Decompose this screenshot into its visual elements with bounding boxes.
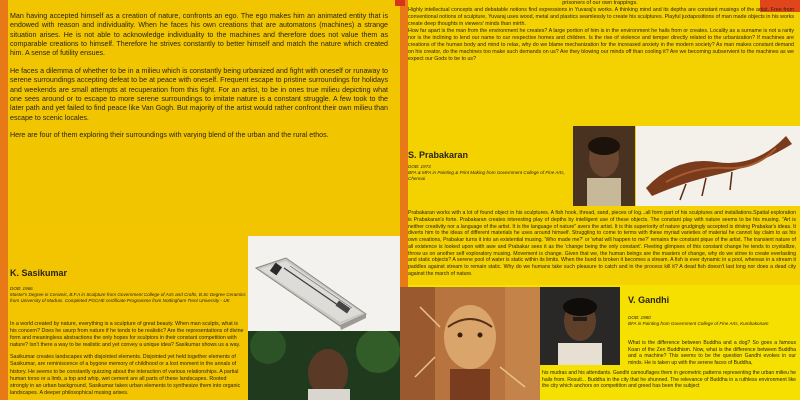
- body-paragraph: How far apart is the man from the environment he creates? A large portion of him is in the environment he hails from or creates. Locality as a surname is not a rarity nor is the inclining to lend our name to our respective homes and children. Is the rise of violence and temper directly related to the urbanization? If machines are creations of the human body and mind to relax, why do we blame mechanization for the increased anxiety in the modern society? As man makes constant demand on his creator, do the machines too make such demands on us? Are they blowing our minds off than cooling it? Are we becoming subservient to the machines as we expect our Gods to be to us?: [408, 27, 794, 62]
- top-caption: prisoners of our own trappings.: [562, 0, 638, 6]
- yuvaraj-text: [408, 7, 794, 63]
- artist-dob: DOB: 1973: [408, 164, 431, 169]
- intro-paragraph: He faces a dilemma of whether to be in a milieu which is constantly being urbanized and fight with oneself or runaway to serene surroundings accepting defeat to be at peace with oneself. Frequent escape to pristine surroundings for holidays and weekends are small attempts at recuperation from this fight. For an artist, to be in ones true milieu depicting what one sees around or to escape to more serene surroundings to imitate nature is a constant struggle. A few took to the later path and yet failed to find peace like Van Gogh. But majority of the artist would rather confront their own milieu than escape to scenic locales.: [10, 66, 388, 122]
- intro-paragraph: Here are four of them exploring their surroundings with varying blend of the urban and the rural ethos.: [10, 130, 329, 139]
- body-paragraph: Highly intellectual concepts and debatable notions find expressions in Yuvaraj's works. A thinking mind and its depths are constant musings of the artist. Free from conventional notions of sculpture, Yuvaraj uses wood, metal and plastics seamlessly to create his sculptures. Playful juxtapositions of man made objects in his works create deep thoughts in viewers' minds than mirth.: [408, 7, 794, 27]
- intro-text: [10, 12, 388, 148]
- sasikumar-portrait-photo: [248, 331, 400, 400]
- artist-name-prabakaran: S. Prabakaran: [408, 150, 469, 160]
- sasikumar-sculpture-image: [248, 236, 400, 331]
- artist-name-gandhi: V. Gandhi: [628, 295, 670, 305]
- prabakaran-portrait-photo: [573, 126, 635, 206]
- artist-education: BFA & MFA in Painting & Print Making from Government College of Fine Arts, Chennai: [408, 170, 565, 182]
- left-orange-strip-bottom: [0, 232, 8, 400]
- gandhi-portrait-photo: [540, 287, 620, 365]
- artist-education: BFA in Painting from Government College of Fine Arts, Kumbakonam: [628, 321, 769, 327]
- body-paragraph: In a world created by nature, everything is a sculpture of great beauty. When man sculpts, what is his concern? Does he usurp from nature if he tends to be realistic? Are the representations of divine form and meaningless abstractions the only hopes for sculptors in their constant competition with nature? Isn't there a way to be realistic and yet convey a unique idea? Sasikumar shows us a way.: [10, 321, 244, 349]
- artist-dob: DOB: 1966: [10, 286, 33, 291]
- artist-meta-sasikumar: [10, 286, 250, 305]
- artist-meta-gandhi: [628, 315, 796, 327]
- artist-body-gandhi-continued: his mudras and his attendants. Gandhi camouflages them in geometric patterns representing the urban milieu he hails from. Result... Buddha in the city that he shunned. The relevance of Buddha in a ruthless environment like the city which anchors on competition and greed has been the subject: [542, 370, 796, 390]
- artist-body-sasikumar: [10, 321, 245, 400]
- intro-paragraph: Man having accepted himself as a creation of nature, confronts an ego. The ego makes him an animated entity that is endowed with reason and individuality. When he faces his own creations that are automatons (machines) a strange situation arises. He is not able to acknowledge individuality to the machines and therefore does not value them as comparable creations to himself. Therefore he strives constantly to better himself and match the nature which created him. A sense of futility ensues.: [10, 12, 388, 58]
- artist-name-sasikumar: K. Sasikumar: [10, 268, 68, 278]
- left-orange-strip: [0, 0, 8, 232]
- artist-dob: DOB: 1980: [628, 315, 651, 320]
- gandhi-buddha-painting: [400, 287, 540, 400]
- artist-body-prabakaran: Prabakaran works with a lot of found object in his sculptures. A fish hook, thread, sand, pieces of log...all form part of his sculptures and installations.Spatial exploration is Prabakaran's forte. Prabakaran creates interesting play of depths by intelligent use of these objects. The constant play with nature seems to be his musing. "Art is neither creativity nor a language of the artist. It is the language of nature" avers the artist. It is this superiority of nature grudgingly accepted is driving Prabakar's ideas. It diverts him to the ideas of different materials he uses around himself. Struggling to come to terms with these myriad varieties of material he cannot lay claim to as his own creations, Prabakar turns it into an existential musing. 'Who made me?' or 'what will happen to me?' remains the constant pique of the artist. The transient nature of all existence is looked upon with awe and Prabakar sees it as the 'change being the only constant'. Fleeting glimpses of this constant change he tends to crystallize, throw us on another self exploratory musing. Movement is change. Given that we, the human beings are the masters of change, why do we strive to create everlasting and static objects? A serene pool of water is static within its limits. When the bund is broken it becomes a stream. A fish is ever dynamic in a pool, whereas in a stream it paddles against stream to remain static. Why do we humans take such pleasure to catch and in the process kill it? A dead fish doesn't last long nor does a dead city against the march of nature.: [408, 210, 796, 277]
- prabakaran-sculpture-image: [636, 126, 800, 206]
- artist-body-gandhi: What is the difference between Buddha and a dog? So goes a famous Koan of the Zen Buddhism. Now, what is the difference between Buddha and a machine? This seems to be the question Gandhi evokes in our minds. He is taken up with the serene faces of Buddha,: [628, 340, 796, 366]
- artist-education: Master's Degree in Ceramic, B.F.A in Sculpture from Government College of Arts and Crafts, B.Sc Degree Ceramics from University of Madras. Completed PGCHE certificate Programme from Nottingham Trent University - UK: [10, 292, 246, 304]
- body-paragraph: Sasikumar creates landscapes with disjointed elements. Disjointed yet held together elements of Sasikumar, are reminiscence of a bygone memory of childhood or a lost moment in the annals of history. He seems to be constantly quizzing about the interaction of various relationships. A partial human torso or a limb, a top and whip, wet cement are all parts of these landscapes. Rooted strongly in an urban background, Sasikumar takes urban elements to synthesize them into organic landscapes. A deeper philosophical musing arises.: [10, 354, 241, 396]
- artist-meta-prabakaran: [408, 164, 568, 183]
